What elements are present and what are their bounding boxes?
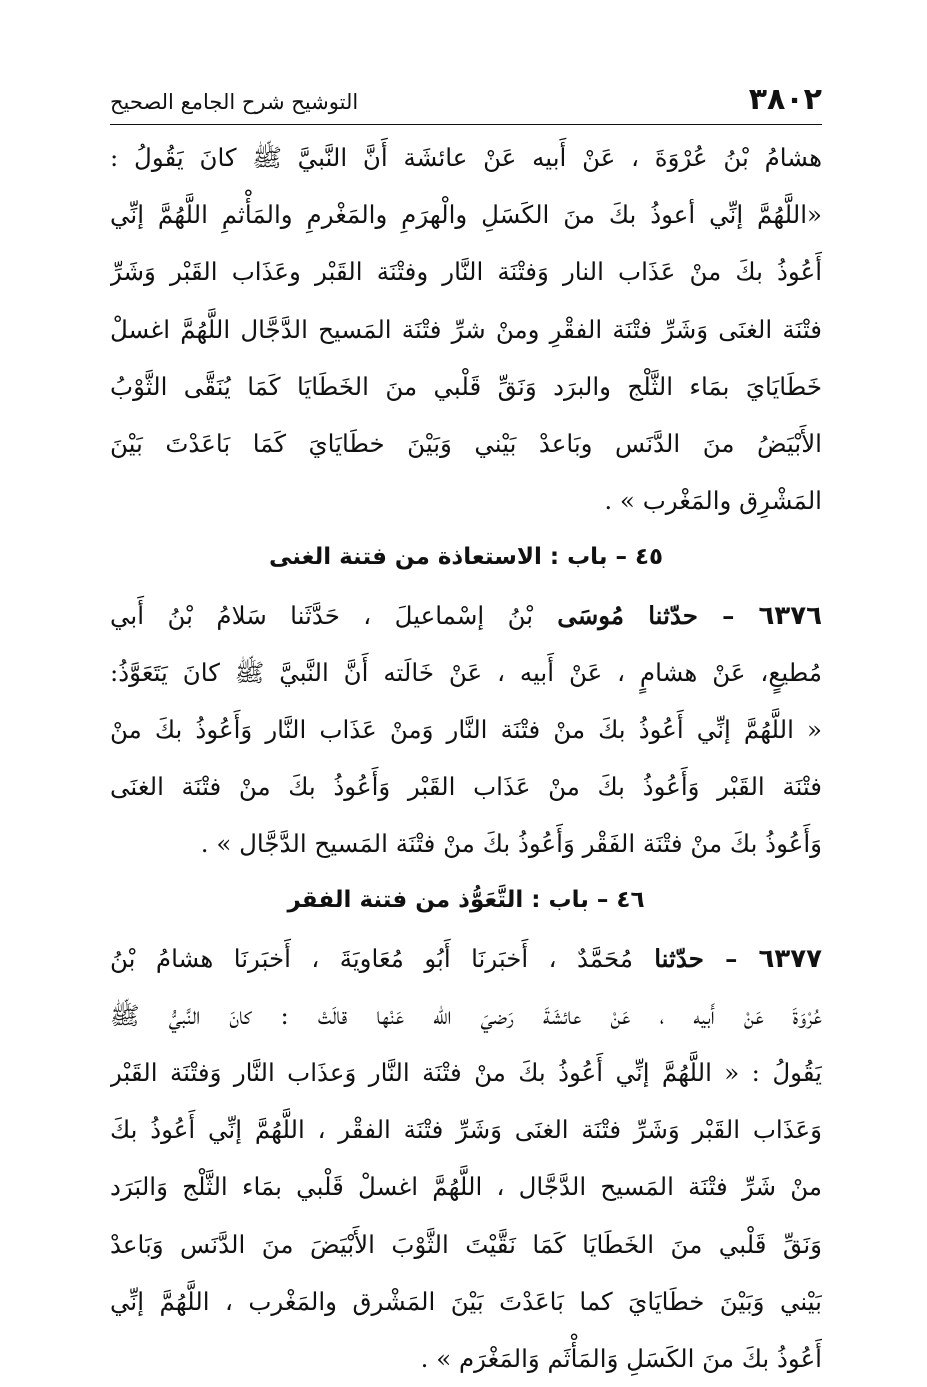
- text-line: الأَبْيَضُ منَ الدَّنَس وبَاعدْ بَيْني وَبَيْنَ خطَايَايَ كَمَا بَاعَدْتَ بَيْنَ: [110, 428, 822, 458]
- text-line: عُرْوَةَ عَنْ أَبيه ، عَنْ عائشَةَ رَضيَ الله عَنْها قالَتْ : كانَ النَّبيُّ ﷺ: [110, 1000, 822, 1030]
- text-line: أَعُوذُ بكَ منَ الكَسَلِ وَالمَأْثَم وَالمَغْرَم » .: [420, 1343, 822, 1373]
- text-line: أَعُوذُ بكَ منْ عَذَاب النار وَفتْنَة النَّار وفتْنَة القَبْر وعَذَاب القَبْر وَشَرِّ: [110, 257, 822, 287]
- text-line: وَنَقِّ قَلْبي منَ الخَطَايَا كَمَا نَقَّيْتَ الثَّوْبَ الأَبْيَضَ منَ الدَّنَس وَبَاعدْ: [110, 1229, 822, 1259]
- book-page: [110, 80, 822, 1373]
- text-line: بَيْني وَبَيْنَ خطَايَايَ كما بَاعَدْتَ بَيْنَ المَشْرق والمَغْرب ، اللَّهُمَّ إنِّي: [110, 1286, 822, 1316]
- running-title: التوشيح شرح الجامع الصحيح: [110, 90, 359, 114]
- text-line: هشامُ بْنُ عُرْوَةَ ، عَنْ أَبيه عَنْ عائشَة أَنَّ النَّبيَّ ﷺ كانَ يَقُولُ :: [110, 143, 822, 172]
- hadith-continuation: [110, 129, 822, 529]
- page-header: [110, 80, 822, 125]
- text-line: يَقُولُ : « اللَّهُمَّ إنِّي أَعُوذُ بكَ منْ فتْنَة النَّار وَعذَاب النَّار وَفتْنَة القَبْر: [110, 1058, 822, 1087]
- page-number: ٣٨٠٢: [748, 82, 822, 117]
- hadith-opening: – حدّثنا مُوسَى: [533, 600, 759, 630]
- hadith-6376: [110, 587, 822, 873]
- chapter-heading-45: ٤٥ – باب : الاستعاذة من فتنة الغنى: [268, 544, 664, 571]
- text-line: المَشْرِق والمَغْرب » .: [604, 486, 822, 516]
- text-line: فتْنَة الغنَى وَشَرِّ فتْنَة الفقْرِ ومنْ شرِّ فتْنَة المَسيح الدَّجَّال اللَّهُمَّ اغسلْ: [110, 314, 822, 344]
- hadith-opening-line: [110, 587, 822, 644]
- hadith-6377: [110, 930, 822, 1387]
- hadith-number: ٦٣٧٧: [758, 943, 822, 974]
- text-line: فتْنَة القَبْر وَأَعُوذُ بكَ منْ عَذَاب القَبْر وَأَعُوذُ بكَ منْ فتْنَة الغنَى: [110, 772, 822, 802]
- text-line: وَأَعُوذُ بكَ منْ فتْنَة الفَقْر وَأَعُوذُ بكَ منْ فتْنَة المَسيح الدَّجَّال » .: [200, 829, 822, 859]
- chapter-heading-46: ٤٦ – باب : التَّعَوُّذ من فتنة الفقر: [287, 887, 645, 914]
- hadith-number: ٦٣٧٦: [758, 600, 822, 631]
- text-line: « اللَّهُمَّ إنِّي أَعُوذُ بكَ منْ فتْنَة النَّار وَمنْ عَذَاب النَّار وَأَعُوذُ بكَ منْ: [110, 714, 822, 744]
- hadith-opening: – حدّثنا: [633, 943, 759, 973]
- hadith-opening-rest: بْنُ إسْماعيلَ ، حَدَّثَنا سَلامُ بْنُ أَبي: [110, 600, 534, 630]
- text-line: «اللَّهُمَّ إنِّي أعوذُ بكَ منَ الكَسَلِ والْهرَمِ والمَغْرمِ والمَأْثمِ اللَّهُمَّ إنِّي: [110, 200, 822, 230]
- text-line: منْ شَرِّ فتْنَة المَسيح الدَّجَّال ، اللَّهُمَّ اغسلْ قَلْبي بمَاء الثَّلْج وَالبَرَد: [110, 1172, 822, 1202]
- text-line: وَعَذَاب القَبْر وَشَرِّ فتْنَة الغنَى وَشَرِّ فتْنَة الفقْر ، اللَّهُمَّ إنِّي أَعُوذُ بكَ: [110, 1115, 822, 1145]
- text-line: خَطَايَايَ بمَاء الثَّلْج والبرَد وَنَقِّ قَلْبي منَ الخَطَايَا كَمَا يُنَقَّى الثَّوْبُ: [110, 371, 822, 401]
- text-line: مُطيعٍ، عَنْ هشامٍ ، عَنْ أَبيه ، عَنْ خَالَته أَنَّ النَّبيَّ ﷺ كانَ يَتَعَوَّذُ:: [110, 657, 822, 687]
- hadith-opening-rest: مُحَمَّدٌ ، أَخبَرنَا أَبُو مُعَاويَةَ ، أَخبَرنَا هشامُ بْنُ: [110, 943, 634, 973]
- hadith-opening-line: [110, 930, 822, 987]
